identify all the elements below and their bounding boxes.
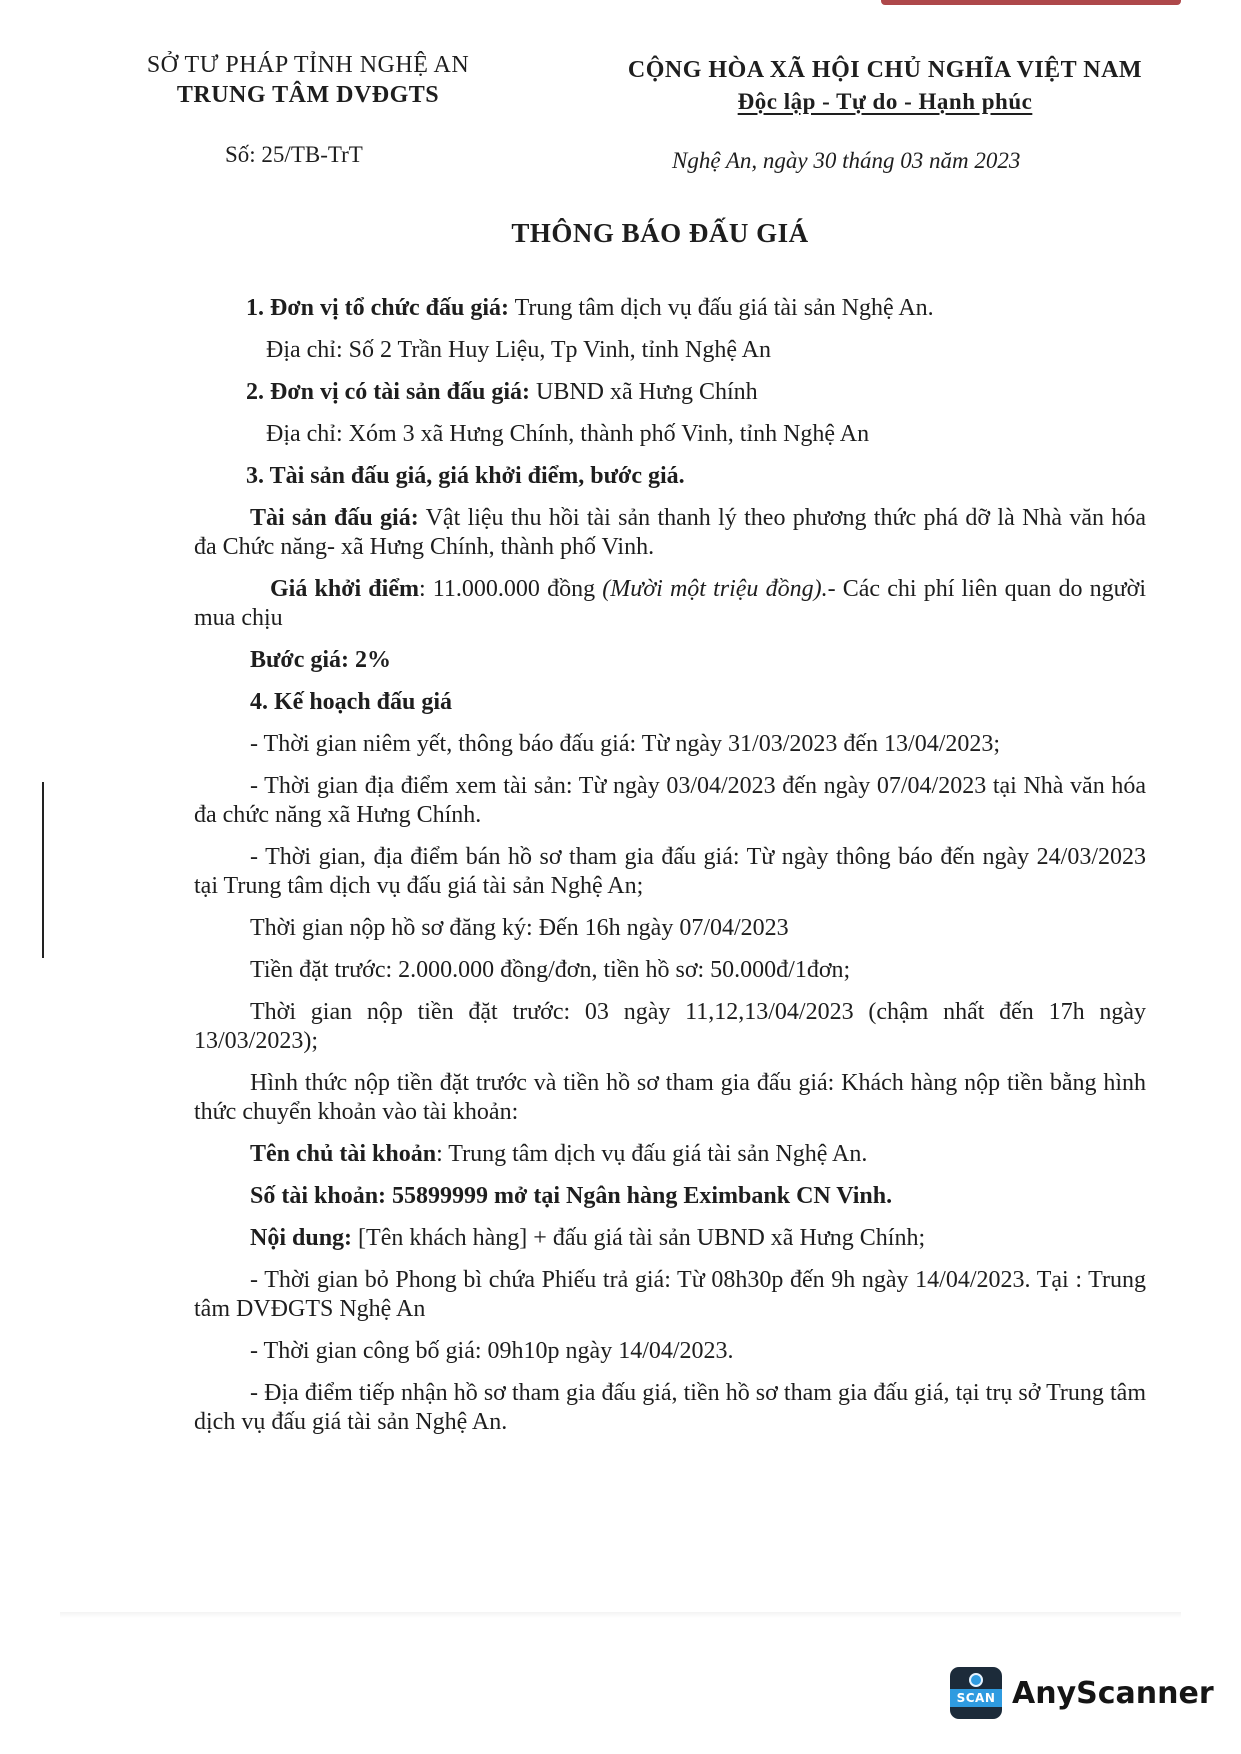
- bid-step: Bước giá: 2%: [250, 647, 392, 673]
- section-2-label: 2. Đơn vị có tài sản đấu giá:: [246, 379, 530, 405]
- scan-logo-icon: [950, 1667, 1002, 1719]
- section-1-value: Trung tâm dịch vụ đấu giá tài sản Nghệ An.: [509, 295, 934, 321]
- plan-item-dossier-sale: - Thời gian, địa điểm bán hồ sơ tham gia đấu giá: Từ ngày thông báo đến ngày 24/03/2023 tại Trung tâm dịch vụ đấu giá tài sản Nghệ An;: [194, 844, 1146, 899]
- document-body: [194, 294, 1146, 1450]
- place-date: Nghệ An, ngày 30 tháng 03 năm 2023: [672, 148, 1021, 173]
- starting-price: [194, 575, 1146, 633]
- plan-item-deposit-time: Thời gian nộp tiền đặt trước: 03 ngày 11,12,13/04/2023 (chậm nhất đến 17h ngày 13/03/2023);: [194, 999, 1146, 1054]
- document-number: Số: 25/TB-TrT: [225, 142, 363, 167]
- national-name: CỘNG HÒA XÃ HỘI CHỦ NGHĨA VIỆT NAM: [627, 57, 1143, 83]
- asset-label: Tài sản đấu giá:: [250, 505, 419, 531]
- plan-item-listing: - Thời gian niêm yết, thông báo đấu giá: Từ ngày 31/03/2023 đến 13/04/2023;: [250, 731, 1001, 757]
- section-2-owner: [194, 378, 1146, 407]
- section-3-heading: 3. Tài sản đấu giá, giá khởi điểm, bước giá.: [246, 463, 685, 489]
- plan-item-payment-method: Hình thức nộp tiền đặt trước và tiền hồ sơ tham gia đấu giá: Khách hàng nộp tiền bằng hình thức chuyển khoản vào tài khoản:: [194, 1070, 1146, 1125]
- price-in-words: (Mười một triệu đồng).: [602, 576, 828, 602]
- brand-name: AnyScanner: [1012, 1675, 1214, 1711]
- transfer-content-label: Nội dung:: [250, 1225, 353, 1251]
- section-1-address: Địa chỉ: Số 2 Trần Huy Liệu, Tp Vinh, tỉnh Nghệ An: [266, 337, 772, 363]
- plan-item-price-announcement: - Thời gian công bố giá: 09h10p ngày 14/04/2023.: [250, 1338, 734, 1364]
- national-header-block: [590, 54, 1180, 118]
- margin-scan-mark: [42, 782, 44, 958]
- account-holder: [194, 1140, 1146, 1169]
- section-2-value: UBND xã Hưng Chính: [530, 379, 758, 405]
- account-holder-value: : Trung tâm dịch vụ đấu giá tài sản Nghệ An.: [436, 1141, 868, 1167]
- section-1-organizer: [194, 294, 1146, 323]
- agency-parent: SỞ TƯ PHÁP TỈNH NGHỆ AN: [146, 52, 470, 78]
- issuing-agency-block: [118, 50, 498, 110]
- lens-icon: [969, 1673, 983, 1687]
- document-title: THÔNG BÁO ĐẤU GIÁ: [511, 218, 809, 248]
- transfer-content: [194, 1224, 1146, 1253]
- scan-badge-label: SCAN: [950, 1689, 1002, 1707]
- section-4-heading: 4. Kế hoạch đấu giá: [250, 689, 453, 715]
- transfer-content-value: [Tên khách hàng] + đấu giá tài sản UBND xã Hưng Chính;: [352, 1225, 926, 1251]
- page-top-edge: [881, 0, 1181, 5]
- section-1-label: 1. Đơn vị tổ chức đấu giá:: [246, 295, 510, 321]
- national-motto: Độc lập - Tự do - Hạnh phúc: [737, 89, 1033, 114]
- account-number: Số tài khoản: 55899999 mở tại Ngân hàng Eximbank CN Vinh.: [250, 1183, 893, 1209]
- asset-description: [194, 504, 1146, 562]
- plan-item-deposit: Tiền đặt trước: 2.000.000 đồng/đơn, tiền hồ sơ: 50.000đ/1đơn;: [250, 957, 851, 983]
- anyscanner-watermark: [950, 1667, 1214, 1719]
- agency-name: TRUNG TÂM DVĐGTS: [176, 82, 440, 108]
- paper-fold-shadow: [60, 1612, 1181, 1618]
- price-value: : 11.000.000 đồng: [418, 576, 603, 602]
- price-note: - Các chi phí liên quan do người mua chịu: [194, 576, 1147, 631]
- plan-item-viewing: - Thời gian địa điểm xem tài sản: Từ ngày 03/04/2023 đến ngày 07/04/2023 tại Nhà văn hóa đa chức năng xã Hưng Chính.: [194, 773, 1146, 828]
- section-2-address: Địa chỉ: Xóm 3 xã Hưng Chính, thành phố Vinh, tỉnh Nghệ An: [266, 421, 870, 447]
- plan-item-registration: Thời gian nộp hồ sơ đăng ký: Đến 16h ngày 07/04/2023: [250, 915, 789, 941]
- price-label: Giá khởi điểm: [270, 576, 419, 602]
- plan-item-envelope: - Thời gian bỏ Phong bì chứa Phiếu trả giá: Từ 08h30p đến 9h ngày 14/04/2023. Tại : Trung tâm DVĐGTS Nghệ An: [194, 1267, 1146, 1322]
- plan-item-receiving-place: - Địa điểm tiếp nhận hồ sơ tham gia đấu giá, tiền hồ sơ tham gia đấu giá, tại trụ sở Trung tâm dịch vụ đấu giá tài sản Nghệ An.: [194, 1380, 1146, 1435]
- asset-value: Vật liệu thu hồi tài sản thanh lý theo phương thức phá dỡ là Nhà văn hóa đa Chức năng- xã Hưng Chính, thành phố Vinh.: [194, 505, 1147, 560]
- account-holder-label: Tên chủ tài khoản: [250, 1141, 437, 1167]
